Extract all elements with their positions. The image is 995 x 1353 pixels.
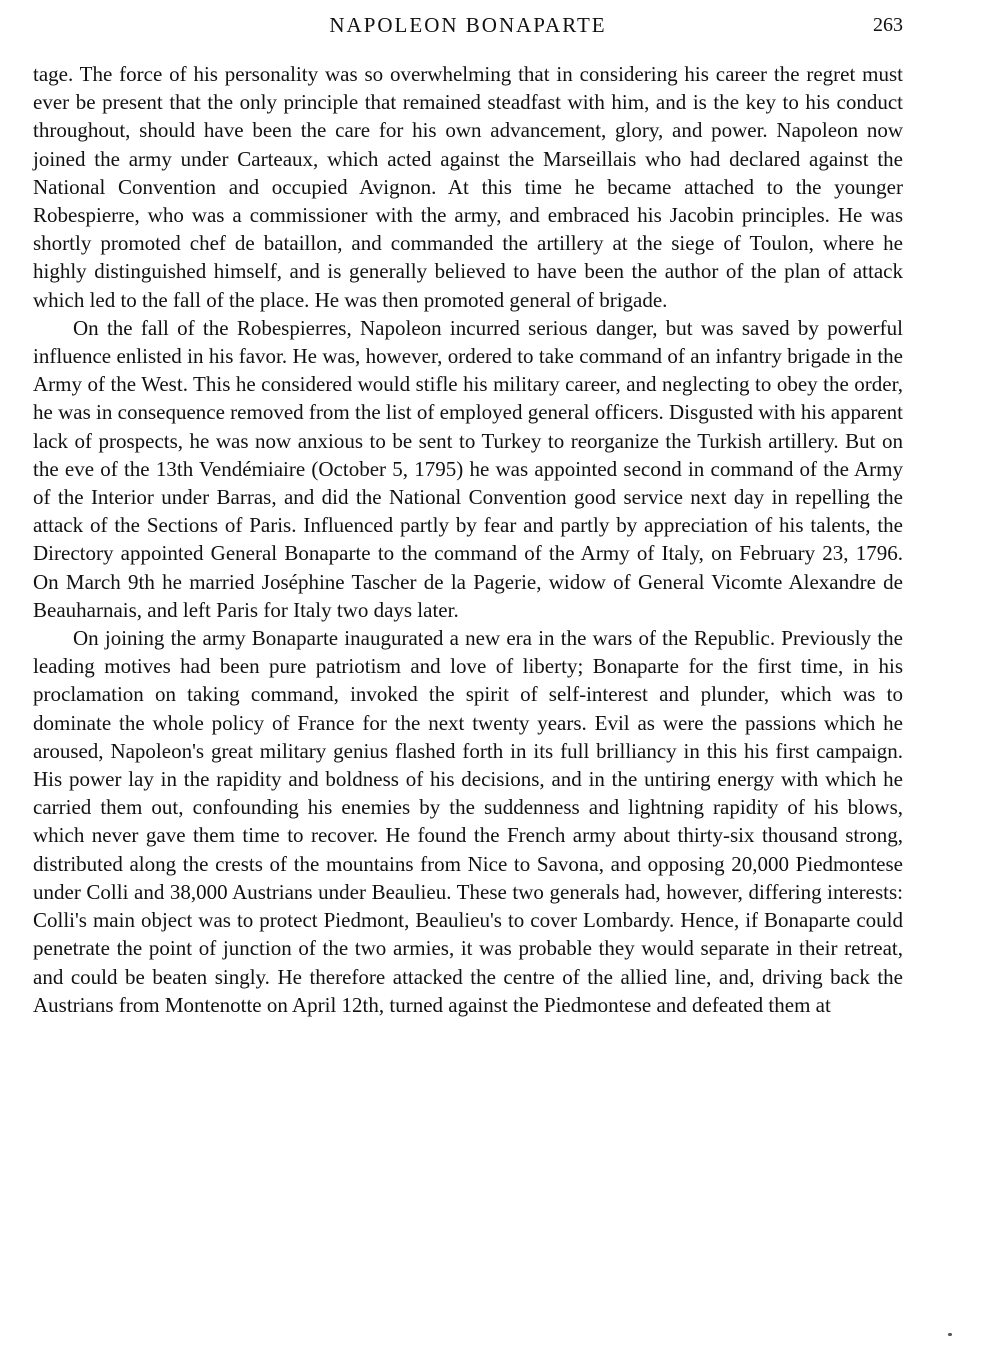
print-speck [948,1333,952,1336]
body-text [33,60,903,1019]
page-number: 263 [873,14,903,36]
paragraph-robespierre-fall: On the fall of the Robespierres, Napoleon incurred serious danger, but was saved by powerful influence enlisted in his favor. He was, however, ordered to take command of an infantry brigade in the Army of the West. This he considered would stifle his military career, and neglecting to obey the order, he was in consequence removed from the list of employed general officers. Disgusted with his apparent lack of prospects, he was now anxious to be sent to Turkey to reorganize the Turkish artillery. But on the eve of the 13th Vendémiaire (October 5, 1795) he was appointed second in command of the Army of the Interior under Barras, and did the National Convention good service next day in repelling the attack of the Sections of Paris. Influenced partly by fear and partly by appreciation of his talents, the Directory appointed General Bonaparte to the command of the Army of Italy, on February 23, 1796. On March 9th he married Joséphine Tascher de la Pagerie, widow of General Vicomte Alexandre de Beauharnais, and left Paris for Italy two days later. [33,315,903,622]
paragraph-continuation: tage. The force of his personality was so overwhelming that in considering his career the regret must ever be present that the only principle that remained steadfast with him, and is the key to his conduct throughout, should have been the care for his own advancement, glory, and power. Napoleon now joined the army under Carteaux, which acted against the Marseillais who had declared against the National Convention and occupied Avignon. At this time he became attached to the younger Robespierre, who was a commissioner with the army, and embraced his Jacobin principles. He was shortly promoted chef de bataillon, and commanded the artillery at the siege of Toulon, where he highly distinguished himself, and is generally believed to have been the author of the plan of attack which led to the fall of the place. He was then promoted general of brigade. [33,62,903,312]
running-head [33,10,903,40]
paragraph-italian-campaign: On joining the army Bonaparte inaugurated a new era in the wars of the Republic. Previously the leading motives had been pure patriotism and love of liberty; Bonaparte for the first time, in his proclamation on taking command, invoked the spirit of self-interest and plunder, which was to dominate the whole policy of France for the next twenty years. Evil as were the passions which he aroused, Napoleon's great military genius flashed forth in its full brilliancy in this his first campaign. His power lay in the rapidity and boldness of his decisions, and in the untiring energy with which he carried them out, confounding his enemies by the suddenness and lightning rapidity of his blows, which never gave them time to recover. He found the French army about thirty-six thousand strong, distributed along the crests of the mountains from Nice to Savona, and opposing 20,000 Piedmontese under Colli and 38,000 Austrians under Beaulieu. These two generals had, however, differing interests: Colli's main object was to protect Piedmont, Beaulieu's to cover Lombardy. Hence, if Bonaparte could penetrate the point of junction of the two armies, it was probable they would separate in their retreat, and could be beaten singly. He therefore attacked the centre of the allied line, and, driving back the Austrians from Montenotte on April 12th, turned against the Piedmontese and defeated them at [33,626,903,1017]
running-title: NAPOLEON BONAPARTE [329,13,607,37]
